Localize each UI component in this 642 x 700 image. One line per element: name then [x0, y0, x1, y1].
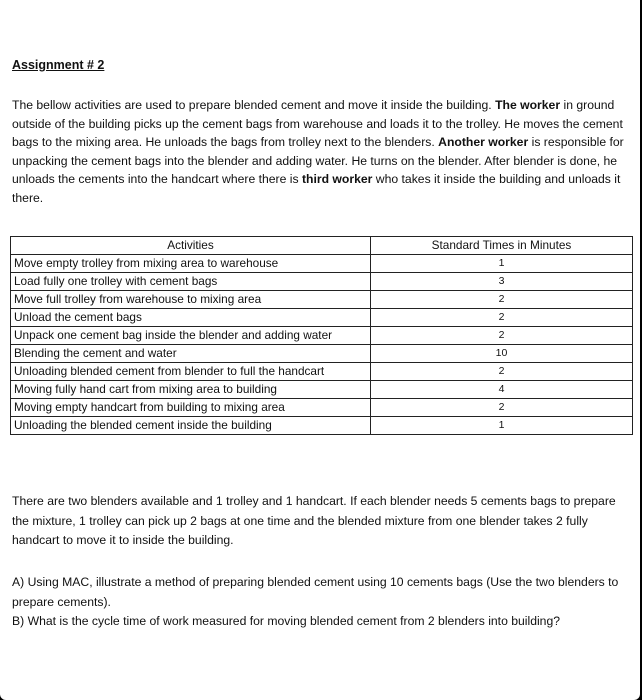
intro-text-2: in ground outside of the building picks up the cement bags from warehouse and loads it to the trolley. He moves the cement bags to the mixing area. He unloads the bags from trolley next to the blenders. — [12, 98, 623, 150]
table-row — [11, 417, 633, 435]
activity-cell: Load fully one trolley with cement bags — [11, 273, 371, 291]
header-activities: Activities — [11, 237, 371, 255]
time-cell: 10 — [371, 345, 633, 363]
table-row — [11, 273, 633, 291]
table-row — [11, 345, 633, 363]
activities-table — [10, 236, 633, 435]
table-row — [11, 309, 633, 327]
question-b: B) What is the cycle time of work measured for moving blended cement from 2 blenders into building? — [12, 614, 561, 628]
table-row — [11, 381, 633, 399]
assignment-title: Assignment # 2 — [12, 58, 105, 72]
activities-table-wrapper — [10, 236, 632, 435]
time-cell: 1 — [371, 255, 633, 273]
intro-worker-1: The worker — [495, 98, 561, 112]
time-cell: 2 — [371, 327, 633, 345]
table-row — [11, 327, 633, 345]
activity-cell: Move full trolley from warehouse to mixing area — [11, 291, 371, 309]
time-cell: 2 — [371, 363, 633, 381]
intro-text-1: The bellow activities are used to prepare blended cement and move it inside the building. — [12, 98, 496, 112]
table-row — [11, 291, 633, 309]
questions — [12, 573, 628, 632]
time-cell: 2 — [371, 309, 633, 327]
activity-cell: Unpack one cement bag inside the blender and adding water — [11, 327, 371, 345]
resources-paragraph: There are two blenders available and 1 trolley and 1 handcart. If each blender needs 5 cements bags to prepare the mixture, 1 trolley can pick up 2 bags at one time and the blended mixture from one blender takes 2 fully handcart to move it to inside the building. — [12, 494, 616, 547]
intro-paragraph — [12, 96, 624, 208]
intro-text-4: who takes it inside the building and unloads it there. — [12, 172, 621, 205]
activity-cell: Moving empty handcart from building to mixing area — [11, 399, 371, 417]
intro-text-3: is responsible for unpacking the cement bags into the blender and adding water. He turns on the blender. After blender is done, he unloads the cements into the handcart where there is — [12, 135, 624, 187]
table-header-row — [11, 237, 633, 255]
activity-cell: Blending the cement and water — [11, 345, 371, 363]
intro-worker-3: third worker — [301, 172, 373, 187]
time-cell: 2 — [371, 399, 633, 417]
header-standard-times: Standard Times in Minutes — [371, 237, 633, 255]
time-cell: 1 — [371, 417, 633, 435]
time-cell: 4 — [371, 381, 633, 399]
time-cell: 2 — [371, 291, 633, 309]
table-row — [11, 363, 633, 381]
question-a: A) Using MAC, illustrate a method of preparing blended cement using 10 cements bags (Use the two blenders to prepare cements). — [12, 575, 619, 609]
activity-cell: Moving fully hand cart from mixing area to building — [11, 381, 371, 399]
intro-worker-2: Another worker — [438, 135, 529, 150]
table-row — [11, 399, 633, 417]
activity-cell: Unloading the blended cement inside the building — [11, 417, 371, 435]
table-row — [11, 255, 633, 273]
activity-cell: Unload the cement bags — [11, 309, 371, 327]
activity-cell: Move empty trolley from mixing area to warehouse — [11, 255, 371, 273]
time-cell: 3 — [371, 273, 633, 291]
activity-cell: Unloading blended cement from blender to full the handcart — [11, 363, 371, 381]
